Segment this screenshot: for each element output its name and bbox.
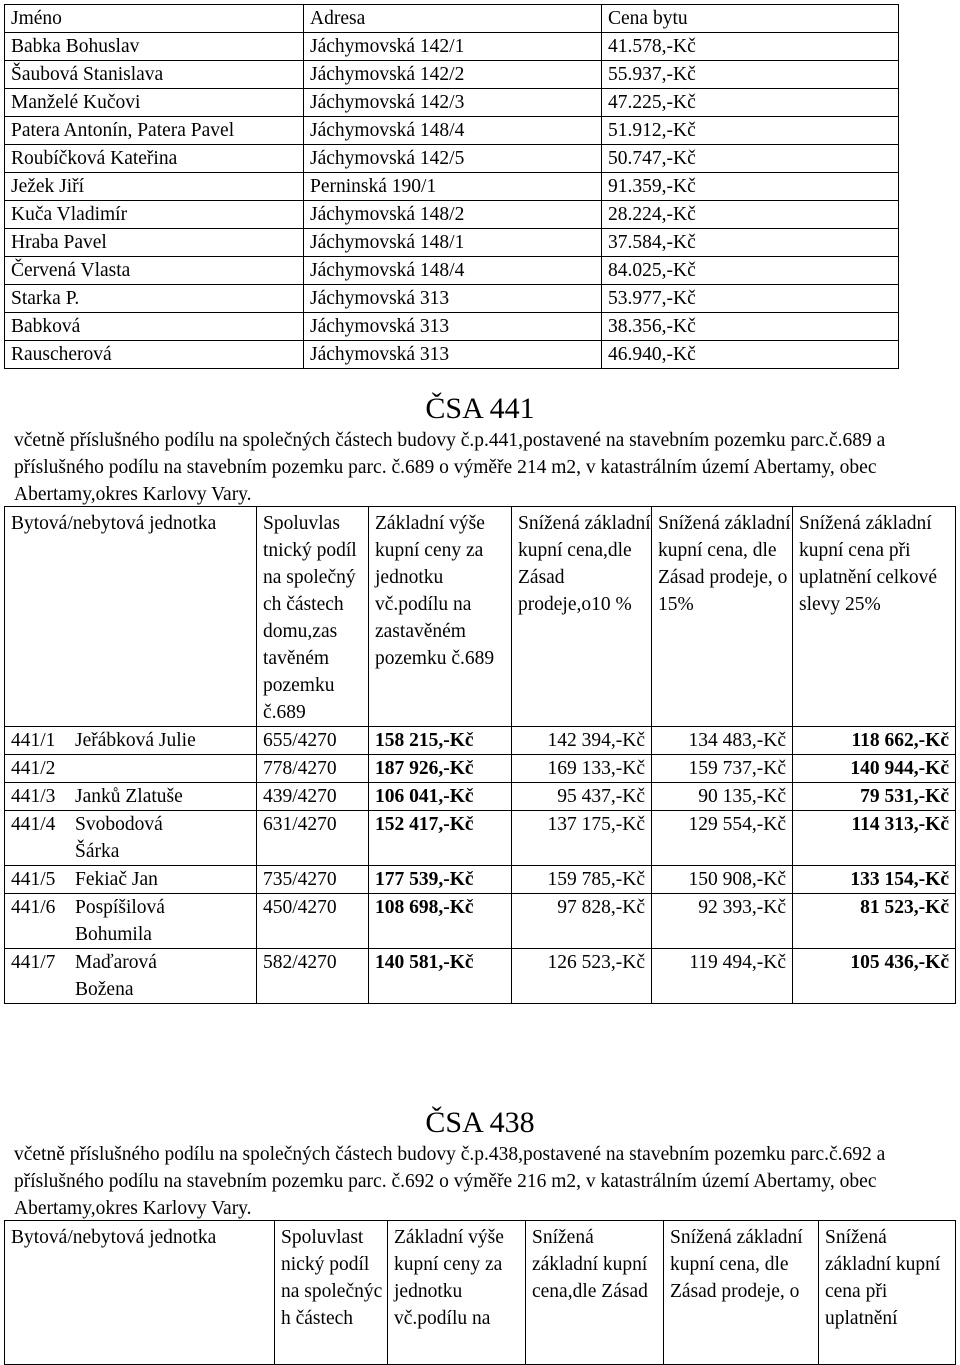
unit-number: 441/2 — [11, 758, 56, 779]
owners-row — [5, 61, 899, 89]
owners-row — [5, 285, 899, 313]
owner-price: 46.940,-Kč — [602, 341, 899, 369]
owner-address: Jáchymovská 142/3 — [304, 89, 602, 117]
owner-address: Jáchymovská 148/4 — [304, 117, 602, 145]
unit-row — [5, 949, 956, 1004]
unit-share: 631/4270 — [257, 811, 369, 866]
unit-discount-15: 159 737,-Kč — [652, 755, 793, 783]
owner-name: Ježek Jiří — [5, 173, 304, 201]
units-body-441 — [5, 727, 956, 1004]
owner-name: Kuča Vladimír — [5, 201, 304, 229]
owner-address: Jáchymovská 142/1 — [304, 33, 602, 61]
unit-base-price: 158 215,-Kč — [369, 727, 512, 755]
header-discount-15: Snížená základní kupní cena, dle Zásad prodeje, o 15% — [652, 507, 793, 727]
unit-cell — [5, 783, 257, 811]
owner-price: 91.359,-Kč — [602, 173, 899, 201]
header-discount-25: Snížená základní kupní cena při uplatnění — [819, 1221, 956, 1365]
header-discount-25: Snížená základní kupní cena při uplatnění celkové slevy 25% — [793, 507, 956, 727]
unit-discount-15: 90 135,-Kč — [652, 783, 793, 811]
owner-address: Perninská 190/1 — [304, 173, 602, 201]
unit-owner: Janků Zlatuše — [75, 786, 183, 807]
unit-discount-25: 81 523,-Kč — [793, 894, 956, 949]
unit-row — [5, 811, 956, 866]
unit-row — [5, 755, 956, 783]
unit-discount-15: 92 393,-Kč — [652, 894, 793, 949]
unit-discount-10: 97 828,-Kč — [512, 894, 652, 949]
owners-header-name: Jméno — [5, 5, 304, 33]
section-description-441: včetně příslušného podílu na společných částech budovy č.p.441,postavené na stavebním pozemku parc.č.689 a příslušného podílu na stavebním pozemku parc. č.689 o výměře 214 m2, v katastrálním území Abertamy, obec Abertamy,okres Karlovy Vary. — [14, 430, 886, 505]
header-base-price: Základní výše kupní ceny za jednotku vč.podílu na zastavěném pozemku č.689 — [369, 507, 512, 727]
owner-address: Jáchymovská 148/2 — [304, 201, 602, 229]
unit-owner: Pospíšilová Bohumila — [75, 897, 165, 945]
owner-name: Babková — [5, 313, 304, 341]
unit-discount-10: 142 394,-Kč — [512, 727, 652, 755]
unit-number: 441/3 — [11, 786, 56, 807]
unit-base-price: 187 926,-Kč — [369, 755, 512, 783]
unit-cell — [5, 811, 257, 866]
unit-discount-10: 159 785,-Kč — [512, 866, 652, 894]
unit-discount-15: 150 908,-Kč — [652, 866, 793, 894]
unit-row — [5, 866, 956, 894]
unit-discount-10: 126 523,-Kč — [512, 949, 652, 1004]
owner-address: Jáchymovská 148/1 — [304, 229, 602, 257]
unit-discount-10: 137 175,-Kč — [512, 811, 652, 866]
owner-price: 38.356,-Kč — [602, 313, 899, 341]
header-discount-10: Snížená základní kupní cena,dle Zásad prodeje,o10 % — [512, 507, 652, 727]
unit-owner: Jeřábková Julie — [75, 730, 196, 751]
unit-cell — [5, 755, 257, 783]
owners-body — [5, 33, 899, 369]
owner-price: 53.977,-Kč — [602, 285, 899, 313]
owner-price: 37.584,-Kč — [602, 229, 899, 257]
owner-address: Jáchymovská 142/5 — [304, 145, 602, 173]
unit-cell — [5, 894, 257, 949]
owners-row — [5, 89, 899, 117]
unit-cell — [5, 949, 257, 1004]
unit-row — [5, 894, 956, 949]
owner-name: Červená Vlasta — [5, 257, 304, 285]
unit-discount-25: 79 531,-Kč — [793, 783, 956, 811]
unit-discount-15: 134 483,-Kč — [652, 727, 793, 755]
owners-header-address: Adresa — [304, 5, 602, 33]
unit-discount-25: 140 944,-Kč — [793, 755, 956, 783]
owners-row — [5, 341, 899, 369]
unit-number: 441/6 — [11, 897, 56, 918]
units-header-row-438 — [5, 1221, 956, 1365]
owners-table — [4, 4, 899, 369]
owner-price: 41.578,-Kč — [602, 33, 899, 61]
header-share: Spoluvlas tnický podíl na společný ch částech domu,zas tavěném pozemku č.689 — [257, 507, 369, 727]
owner-name: Rauscherová — [5, 341, 304, 369]
owner-name: Patera Antonín, Patera Pavel — [5, 117, 304, 145]
owner-price: 50.747,-Kč — [602, 145, 899, 173]
unit-discount-25: 133 154,-Kč — [793, 866, 956, 894]
units-header-row-441 — [5, 507, 956, 727]
unit-share: 582/4270 — [257, 949, 369, 1004]
owner-address: Jáchymovská 313 — [304, 285, 602, 313]
unit-discount-25: 114 313,-Kč — [793, 811, 956, 866]
owners-header-price: Cena bytu — [602, 5, 899, 33]
unit-base-price: 106 041,-Kč — [369, 783, 512, 811]
owner-name: Šaubová Stanislava — [5, 61, 304, 89]
unit-share: 439/4270 — [257, 783, 369, 811]
owners-row — [5, 33, 899, 61]
unit-share: 655/4270 — [257, 727, 369, 755]
unit-share: 778/4270 — [257, 755, 369, 783]
owner-name: Starka P. — [5, 285, 304, 313]
owner-price: 28.224,-Kč — [602, 201, 899, 229]
owners-row — [5, 257, 899, 285]
owner-price: 51.912,-Kč — [602, 117, 899, 145]
units-table-438 — [4, 1220, 956, 1365]
unit-number: 441/7 — [11, 952, 56, 973]
unit-discount-15: 129 554,-Kč — [652, 811, 793, 866]
unit-number: 441/5 — [11, 869, 56, 890]
unit-number: 441/1 — [11, 730, 56, 751]
owner-name: Manželé Kučovi — [5, 89, 304, 117]
header-unit: Bytová/nebytová jednotka — [5, 507, 257, 727]
owner-address: Jáchymovská 142/2 — [304, 61, 602, 89]
owner-name: Roubíčková Kateřina — [5, 145, 304, 173]
owners-header-row — [5, 5, 899, 33]
unit-owner: Maďarová Božena — [75, 952, 157, 1000]
section-title-438: ČSA 438 — [425, 1106, 535, 1139]
owner-price: 55.937,-Kč — [602, 61, 899, 89]
owners-row — [5, 313, 899, 341]
owners-row — [5, 145, 899, 173]
unit-discount-25: 118 662,-Kč — [793, 727, 956, 755]
header-share: Spoluvlast nický podíl na společnýc h částech — [275, 1221, 388, 1365]
owner-price: 47.225,-Kč — [602, 89, 899, 117]
unit-row — [5, 727, 956, 755]
owners-row — [5, 173, 899, 201]
owner-price: 84.025,-Kč — [602, 257, 899, 285]
units-table-441 — [4, 506, 956, 1004]
unit-cell — [5, 727, 257, 755]
owner-address: Jáchymovská 313 — [304, 313, 602, 341]
unit-base-price: 152 417,-Kč — [369, 811, 512, 866]
unit-base-price: 140 581,-Kč — [369, 949, 512, 1004]
owner-address: Jáchymovská 313 — [304, 341, 602, 369]
unit-share: 735/4270 — [257, 866, 369, 894]
owners-row — [5, 229, 899, 257]
unit-discount-25: 105 436,-Kč — [793, 949, 956, 1004]
unit-discount-10: 169 133,-Kč — [512, 755, 652, 783]
unit-owner: Svobodová Šárka — [75, 814, 163, 862]
unit-cell — [5, 866, 257, 894]
unit-owner — [75, 755, 205, 782]
header-base-price: Základní výše kupní ceny za jednotku vč.podílu na — [388, 1221, 526, 1365]
unit-base-price: 177 539,-Kč — [369, 866, 512, 894]
unit-discount-10: 95 437,-Kč — [512, 783, 652, 811]
unit-row — [5, 783, 956, 811]
section-title-441: ČSA 441 — [425, 392, 535, 425]
unit-share: 450/4270 — [257, 894, 369, 949]
unit-owner: Fekiač Jan — [75, 869, 158, 890]
owners-row — [5, 201, 899, 229]
unit-base-price: 108 698,-Kč — [369, 894, 512, 949]
owner-name: Hraba Pavel — [5, 229, 304, 257]
unit-discount-15: 119 494,-Kč — [652, 949, 793, 1004]
section-description-438: včetně příslušného podílu na společných částech budovy č.p.438,postavené na stavebním pozemku parc.č.692 a příslušného podílu na stavebním pozemku parc. č.692 o výměře 216 m2, v katastrálním území Abertamy, obec Abertamy,okres Karlovy Vary. — [14, 1144, 886, 1219]
header-discount-10: Snížená základní kupní cena,dle Zásad — [526, 1221, 664, 1365]
owner-name: Babka Bohuslav — [5, 33, 304, 61]
owner-address: Jáchymovská 148/4 — [304, 257, 602, 285]
unit-number: 441/4 — [11, 814, 56, 835]
owners-row — [5, 117, 899, 145]
header-unit: Bytová/nebytová jednotka — [5, 1221, 275, 1365]
header-discount-15: Snížená základní kupní cena, dle Zásad prodeje, o — [664, 1221, 819, 1365]
